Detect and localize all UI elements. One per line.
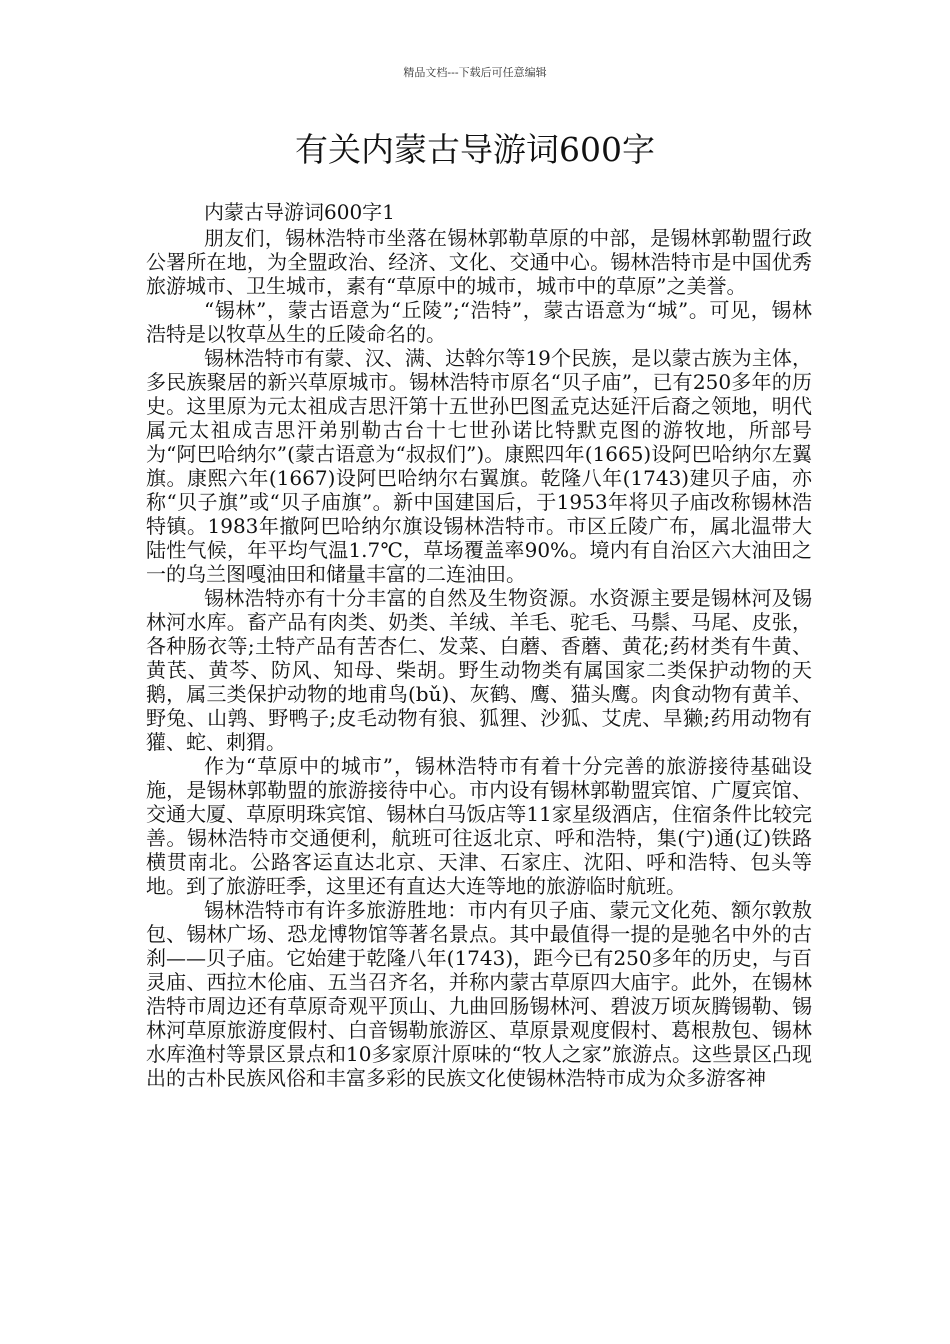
- document-body: [146, 200, 812, 1090]
- paragraph: 锡林浩特市有许多旅游胜地：市内有贝子庙、蒙元文化苑、额尔敦敖包、锡林广场、恐龙博物馆等著名景点。其中最值得一提的是驰名中外的古刹——贝子庙。它始建于乾隆八年(1743)，距今已有250多年的历史，与百灵庙、西拉木伦庙、五当召齐名，并称内蒙古草原四大庙宇。此外，在锡林浩特市周边还有草原奇观平顶山、九曲回肠锡林河、碧波万顷灰腾锡勒、锡林河草原旅游度假村、白音锡勒旅游区、草原景观度假村、葛根敖包、锡林水库渔村等景区景点和10多家原汁原味的“牧人之家”旅游点。这些景区凸现出的古朴民族风俗和丰富多彩的民族文化使锡林浩特市成为众多游客神: [146, 898, 812, 1090]
- page-header: 精品文档---下载后可任意编辑: [403, 66, 547, 79]
- document-subtitle: 内蒙古导游词600字1: [204, 200, 395, 224]
- document-title: 有关内蒙古导游词600字: [295, 130, 655, 169]
- paragraph: 朋友们，锡林浩特市坐落在锡林郭勒草原的中部，是锡林郭勒盟行政公署所在地，为全盟政治、经济、文化、交通中心。锡林浩特市是中国优秀旅游城市、卫生城市，素有“草原中的城市，城市中的草原”之美誉。: [146, 226, 812, 298]
- paragraph: 作为“草原中的城市”，锡林浩特市有着十分完善的旅游接待基础设施，是锡林郭勒盟的旅游接待中心。市内设有锡林郭勒盟宾馆、广厦宾馆、交通大厦、草原明珠宾馆、锡林白马饭店等11家星级酒店，住宿条件比较完善。锡林浩特市交通便利，航班可往返北京、呼和浩特，集(宁)通(辽)铁路横贯南北。公路客运直达北京、天津、石家庄、沈阳、呼和浩特、包头等地。到了旅游旺季，这里还有直达大连等地的旅游临时航班。: [146, 754, 812, 898]
- paragraph: 锡林浩特市有蒙、汉、满、达斡尔等19个民族，是以蒙古族为主体，多民族聚居的新兴草原城市。锡林浩特市原名“贝子庙”，已有250多年的历史。这里原为元太祖成吉思汗第十五世孙巴图孟克达延汗后裔之领地，明代属元太祖成吉思汗弟别勒古台十七世孙诺比特默克图的游牧地，所部号为“阿巴哈纳尔”(蒙古语意为“叔叔们”)。康熙四年(1665)设阿巴哈纳尔左翼旗。康熙六年(1667)设阿巴哈纳尔右翼旗。乾隆八年(1743)建贝子庙，亦称“贝子旗”或“贝子庙旗”。新中国建国后，于1953年将贝子庙改称锡林浩特镇。1983年撤阿巴哈纳尔旗设锡林浩特市。市区丘陵广布，属北温带大陆性气候，年平均气温1.7℃，草场覆盖率90%。境内有自治区六大油田之一的乌兰图嘎油田和储量丰富的二连油田。: [146, 346, 812, 586]
- paragraph: 锡林浩特亦有十分丰富的自然及生物资源。水资源主要是锡林河及锡林河水库。畜产品有肉类、奶类、羊绒、羊毛、驼毛、马鬃、马尾、皮张，各种肠衣等;土特产品有苦杏仁、发菜、白蘑、香蘑、黄花;药材类有牛黄、黄芪、黄芩、防风、知母、柴胡。野生动物类有属国家二类保护动物的天鹅，属三类保护动物的地甫鸟(bǔ)、灰鹤、鹰、猫头鹰。肉食动物有黄羊、野兔、山鹑、野鸭子;皮毛动物有狼、狐狸、沙狐、艾虎、旱獭;药用动物有獾、蛇、刺猬。: [146, 586, 812, 754]
- paragraph: “锡林”，蒙古语意为“丘陵”;“浩特”，蒙古语意为“城”。可见，锡林浩特是以牧草丛生的丘陵命名的。: [146, 298, 812, 346]
